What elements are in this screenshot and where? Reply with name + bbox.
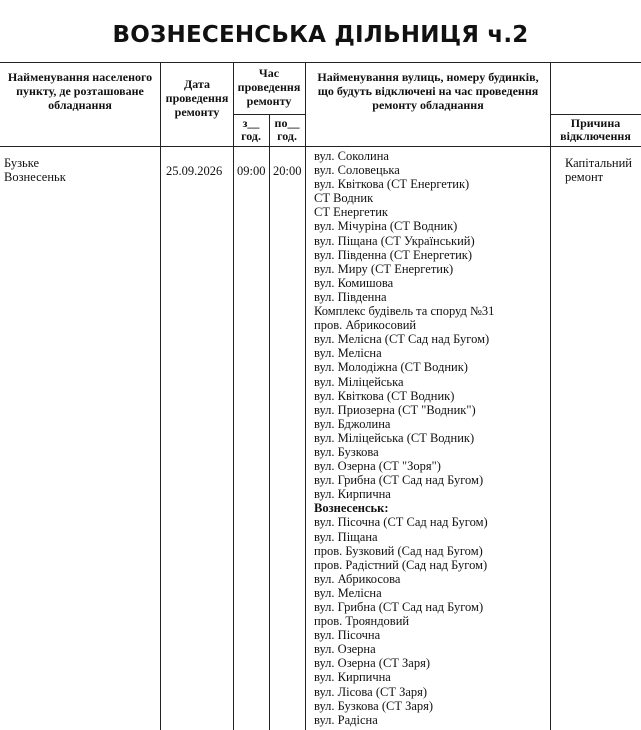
streets-list <box>314 149 550 727</box>
street-item: вул. Бджолина <box>314 416 391 431</box>
street-item: вул. Озерна <box>314 642 376 657</box>
street-item: вул. Пісочна <box>314 628 381 643</box>
street-item: вул. Комишова <box>314 275 394 290</box>
street-item: вул. Пісочна (СТ Сад над Бугом) <box>314 515 488 530</box>
header-reason: Причина відключення <box>560 116 631 143</box>
col-divider-2 <box>233 62 234 730</box>
header-to: по__ год. <box>274 116 300 143</box>
header-locality: Найменування населеного пункту, де розташоване обладнання <box>7 70 153 112</box>
col-divider-3 <box>269 114 270 730</box>
street-item: вул. Південна (СТ Енергетик) <box>314 247 472 262</box>
table-top-border <box>0 62 641 63</box>
locality-line-1: Бузьке <box>4 156 40 170</box>
locality-cell <box>4 156 154 184</box>
street-item: вул. Грибна (СТ Сад над Бугом) <box>314 600 484 614</box>
header-from: з__ год. <box>241 116 261 143</box>
street-item: пров. Трояндовий <box>314 614 410 629</box>
street-item: вул. Бузкова <box>314 444 379 459</box>
street-item: вул. Соколина <box>314 149 389 163</box>
street-item: вул. Приозерна (СТ "Водник") <box>314 402 476 417</box>
street-item: вул. Молодіжна (СТ Водник) <box>314 360 468 375</box>
street-item: вул. Квіткова (СТ Енергетик) <box>314 177 470 192</box>
street-item: вул. Соловецька <box>314 163 400 178</box>
street-item: вул. Лісова (СТ Заря) <box>314 684 428 699</box>
reason-cell: Капітальний ремонт <box>565 156 632 185</box>
col-divider-1 <box>160 62 161 730</box>
col-divider-5 <box>550 62 551 730</box>
street-item: пров. Радістний (Сад над Бугом) <box>314 557 488 572</box>
header-streets: Найменування вулиць, номеру будинків, що будуть відключені на час проведення ремонту обладнання <box>317 70 539 112</box>
date-cell: 25.09.2026 <box>166 164 223 178</box>
street-item: вул. Мічуріна (СТ Водник) <box>314 219 458 234</box>
street-item: вул. Піщана <box>314 529 378 544</box>
header-time: Час проведення ремонту <box>237 66 301 108</box>
street-item: вул. Кирпична <box>314 487 391 502</box>
street-item: вул. Мелісна (СТ Сад над Бугом) <box>314 332 490 347</box>
street-item: вул. Грибна (СТ Сад над Бугом) <box>314 473 484 488</box>
street-item: вул. Абрикосова <box>314 571 401 586</box>
street-item: вул. Південна <box>314 289 387 304</box>
outage-table <box>0 62 641 730</box>
street-item: вул. Мелісна <box>314 585 382 600</box>
street-item: вул. Озерна (СТ "Зоря") <box>314 459 441 474</box>
locality-line-2: Вознесеньк <box>4 170 66 185</box>
street-item: вул. Міліцейська <box>314 374 404 389</box>
col-divider-4 <box>305 62 306 730</box>
header-date: Дата проведення ремонту <box>165 77 229 119</box>
street-item: вул. Квіткова (СТ Водник) <box>314 388 455 403</box>
time-from-cell: 09:00 <box>237 164 266 178</box>
street-item: вул. Мелісна <box>314 346 382 361</box>
header-bottom-line <box>0 146 641 147</box>
street-item: Вознесенськ: <box>314 501 389 516</box>
street-item: вул. Міліцейська (СТ Водник) <box>314 430 475 445</box>
street-item: пров. Абрикосовий <box>314 318 417 333</box>
street-item: вул. Кирпична <box>314 670 391 685</box>
street-item: СТ Водник <box>314 191 374 206</box>
time-to-cell: 20:00 <box>273 164 302 178</box>
street-item: пров. Бузковий (Сад над Бугом) <box>314 543 483 558</box>
reason-header-top-line <box>550 114 641 115</box>
street-item: вул. Радісна <box>314 712 378 727</box>
street-item: вул. Озерна (СТ Заря) <box>314 656 431 671</box>
page-title: ВОЗНЕСЕНСЬКА ДІЛЬНИЦЯ ч.2 <box>112 22 529 48</box>
street-item: СТ Енергетик <box>314 205 388 220</box>
street-item: вул. Бузкова (СТ Заря) <box>314 698 434 713</box>
street-item: вул. Піщана (СТ Український) <box>314 233 475 248</box>
street-item: вул. Миру (СТ Енергетик) <box>314 261 454 276</box>
street-item: Комплекс будівель та споруд №31 <box>314 304 495 319</box>
